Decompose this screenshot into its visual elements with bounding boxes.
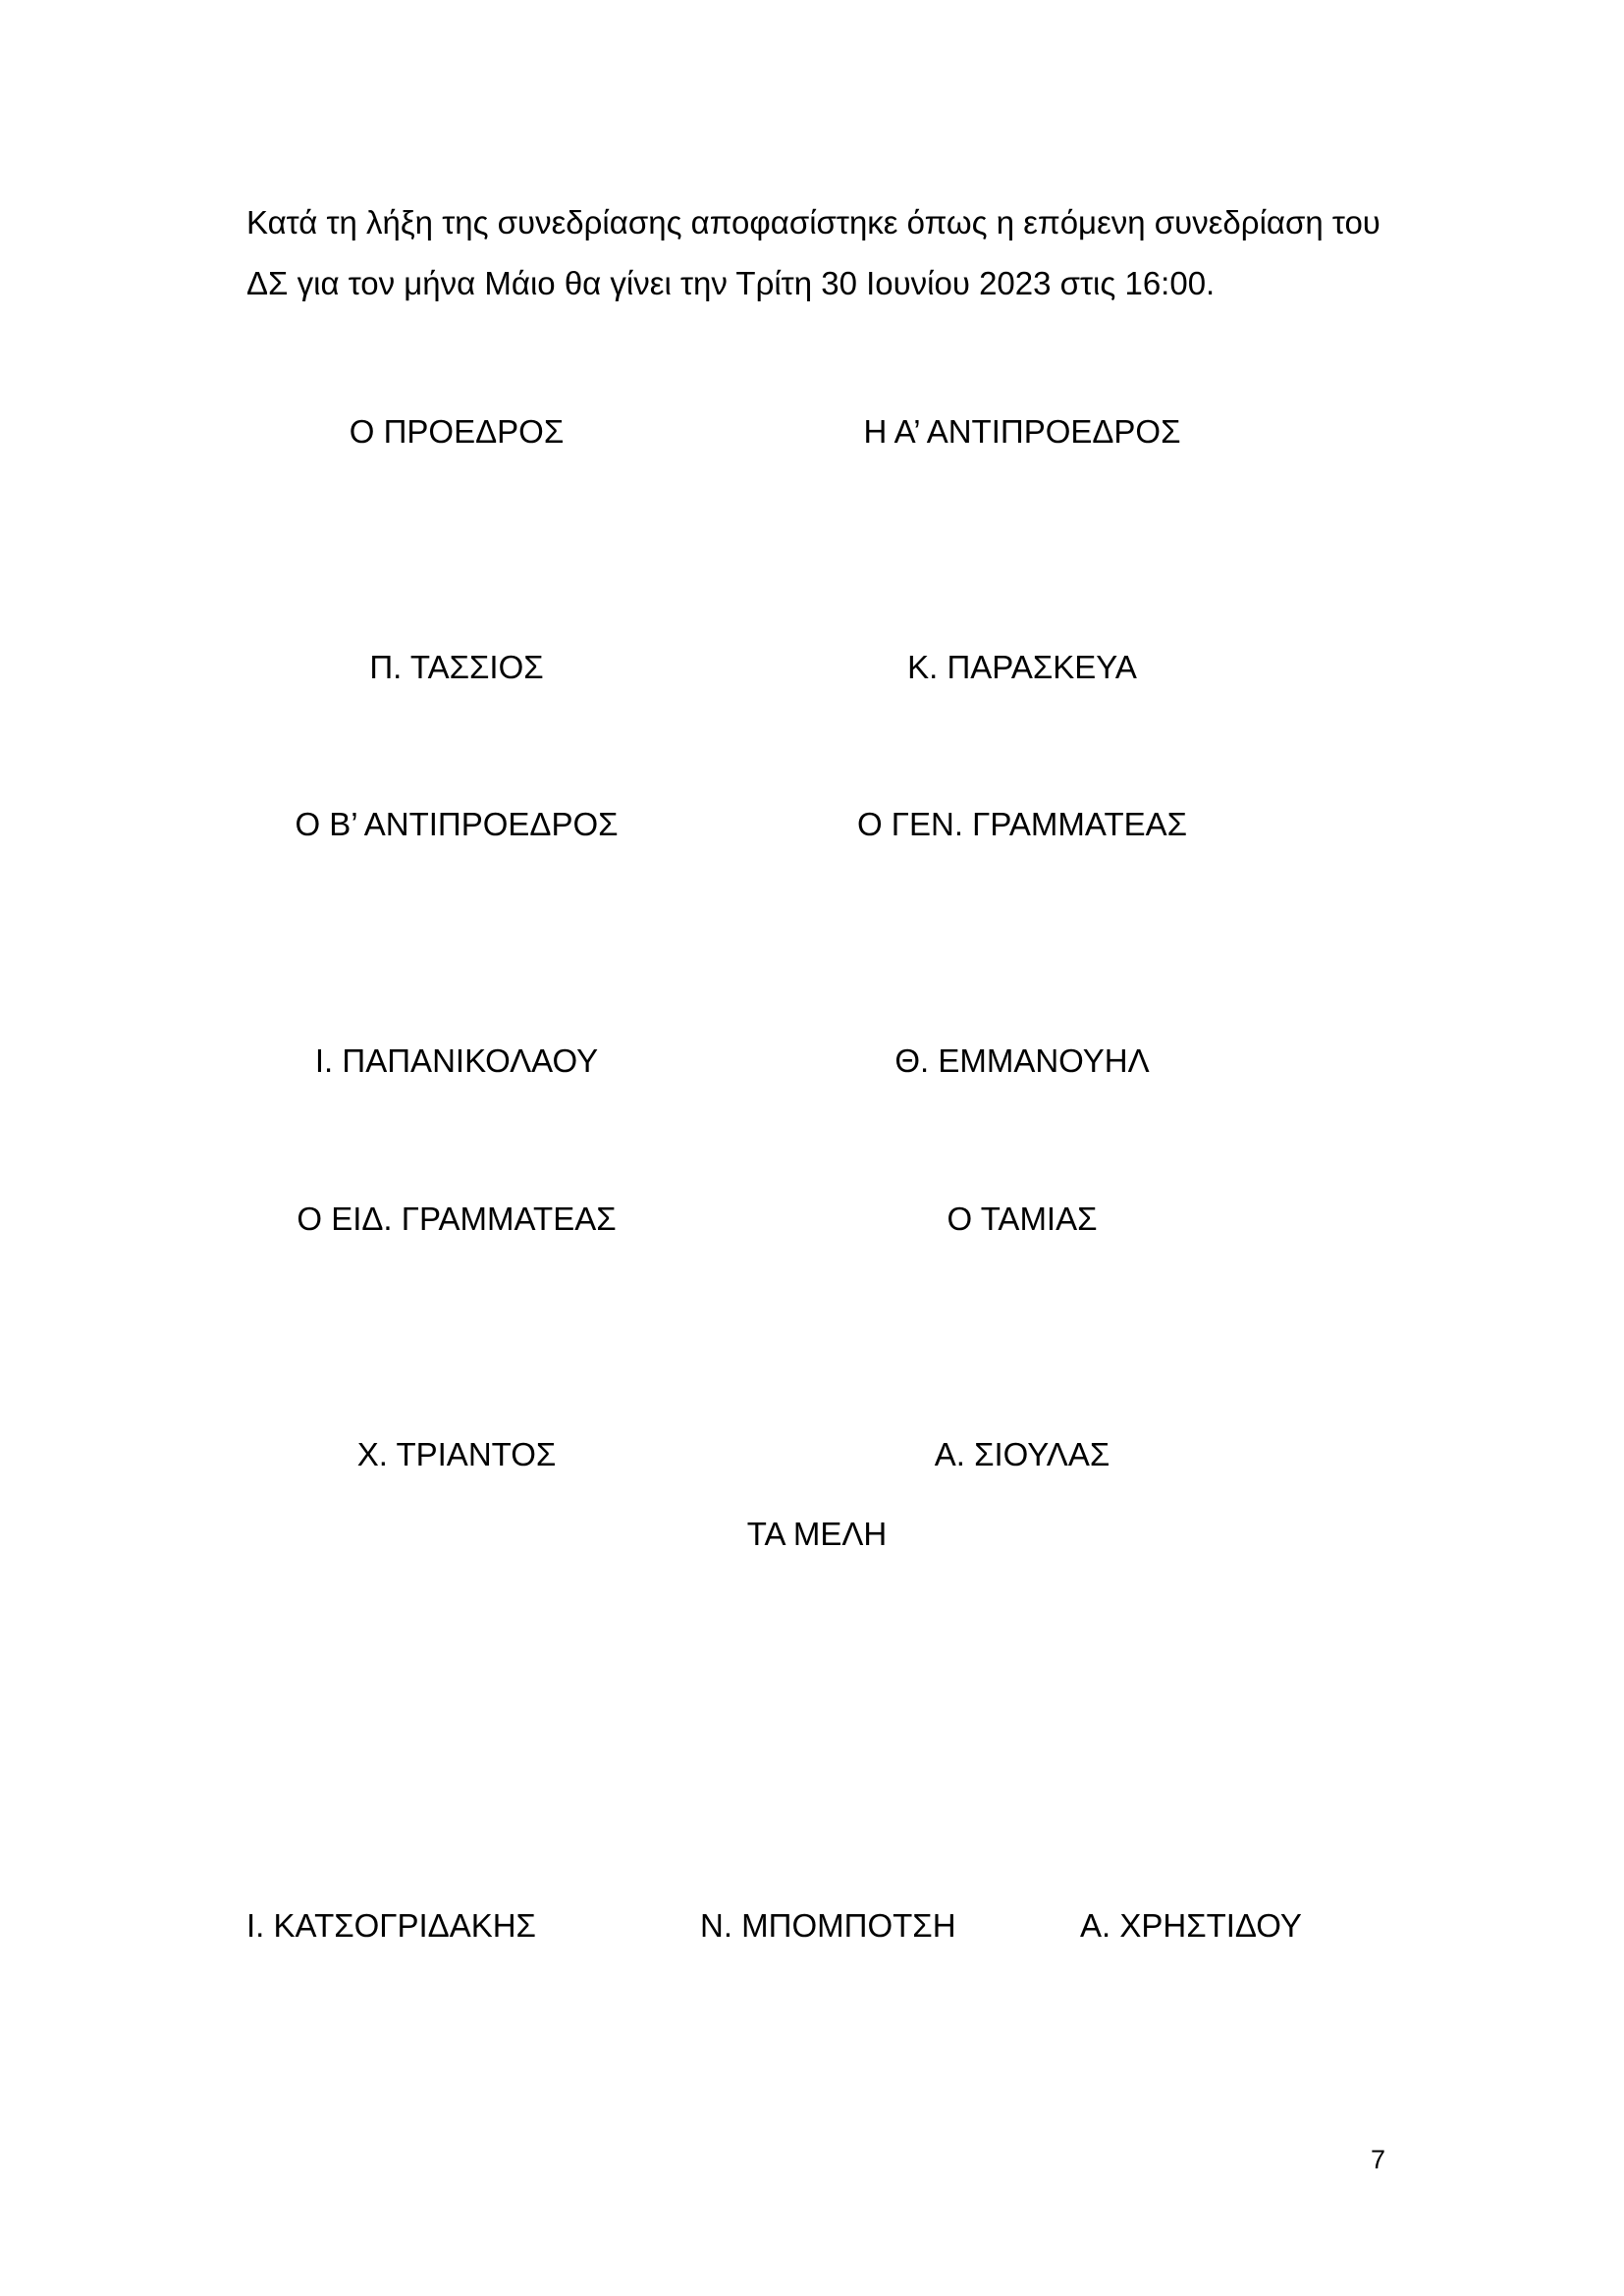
president-name: Π. ΤΑΣΣΙΟΣ bbox=[369, 649, 544, 685]
paragraph-line-1: Κατά τη λήξη της συνεδρίασης αποφασίστηκε όπως η επόμενη συνεδρίαση του bbox=[246, 204, 1380, 240]
first-vice-president-title: Η Α’ ΑΝΤΙΠΡΟΕΔΡΟΣ bbox=[863, 413, 1181, 450]
members-heading: ΤΑ ΜΕΛΗ bbox=[746, 1516, 888, 1552]
member-name-1: Ι. ΚΑΤΣΟΓΡΙΔΑΚΗΣ bbox=[246, 1907, 536, 1944]
treasurer-name: Α. ΣΙΟΥΛΑΣ bbox=[934, 1436, 1110, 1472]
paragraph-line-2: ΔΣ για τον μήνα Μάιο θα γίνει την Τρίτη 30 Ιουνίου 2023 στις 16:00. bbox=[246, 265, 1216, 301]
member-name-2: Ν. ΜΠΟΜΠΟΤΣΗ bbox=[700, 1907, 956, 1944]
special-secretary-name: Χ. ΤΡΙΑΝΤΟΣ bbox=[356, 1436, 557, 1472]
closing-paragraph bbox=[246, 192, 1395, 314]
second-vice-president-title: Ο Β’ ΑΝΤΙΠΡΟΕΔΡΟΣ bbox=[295, 806, 619, 842]
president-title: Ο ΠΡΟΕΔΡΟΣ bbox=[349, 413, 565, 450]
page-number: 7 bbox=[1371, 2145, 1386, 2174]
general-secretary-title: Ο ΓΕΝ. ΓΡΑΜΜΑΤΕΑΣ bbox=[856, 806, 1188, 842]
member-name-3: Α. ΧΡΗΣΤΙΔΟΥ bbox=[1080, 1907, 1302, 1944]
treasurer-title: Ο ΤΑΜΙΑΣ bbox=[947, 1201, 1098, 1237]
first-vice-president-name: Κ. ΠΑΡΑΣΚΕΥΑ bbox=[907, 649, 1137, 685]
special-secretary-title: Ο ΕΙΔ. ΓΡΑΜΜΑΤΕΑΣ bbox=[297, 1201, 617, 1237]
general-secretary-name: Θ. ΕΜΜΑΝΟΥΗΛ bbox=[894, 1042, 1150, 1079]
second-vice-president-name: Ι. ΠΑΠΑΝΙΚΟΛΑΟΥ bbox=[314, 1042, 599, 1079]
